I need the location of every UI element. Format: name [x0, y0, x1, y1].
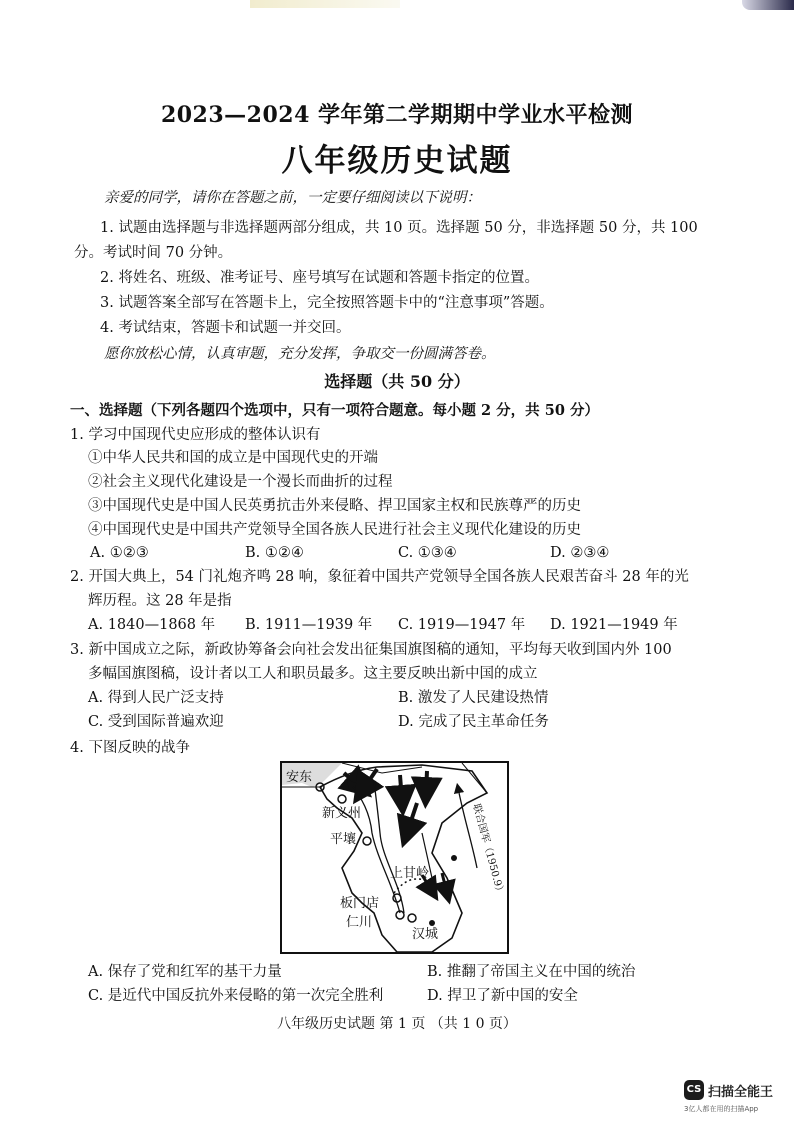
map-city-panmunjom — [393, 894, 401, 902]
q4-stem: 4. 下图反映的战争 — [70, 740, 190, 756]
section-intro: 一、选择题（下列各题四个选项中，只有一项符合题意。每小题 2 分，共 50 分） — [70, 402, 599, 419]
map-label-un-forces: 联合国军（1950.9） — [470, 802, 506, 898]
map-label-sinuiju: 新义州 — [322, 806, 362, 821]
map-dot-2 — [451, 855, 457, 861]
q1-statement-4: ④中国现代史是中国共产党领导全国各族人民进行社会主义现代化建设的历史 — [88, 522, 581, 538]
q2-option-d: D. 1921—1949 年 — [550, 617, 678, 633]
map-label-andong: 安东 — [286, 770, 313, 785]
instruction-item-2: 2. 将姓名、班级、准考证号、座号填写在试题和答题卡指定的位置。 — [100, 270, 539, 286]
q1-option-b: B. ①②④ — [245, 545, 304, 561]
q3-option-b: B. 激发了人民建设热情 — [398, 690, 549, 706]
q4-option-b: B. 推翻了帝国主义在中国的统治 — [427, 964, 636, 980]
q2-option-a: A. 1840—1868 年 — [88, 617, 216, 633]
watermark-app-name: 扫描全能王 — [708, 1085, 774, 1100]
q3-stem-line-1: 3. 新中国成立之际，新政协筹备会向社会发出征集国旗图稿的通知，平均每天收到国内外 100 — [70, 642, 672, 658]
q1-option-a: A. ①②③ — [90, 545, 149, 561]
scanner-watermark — [684, 1080, 789, 1116]
korean-war-map — [280, 761, 509, 954]
q4-option-c: C. 是近代中国反抗外来侵略的第一次完全胜利 — [88, 988, 384, 1004]
page-footer: 八年级历史试题 第 1 页 （共 1 0 页） — [277, 1016, 517, 1032]
map-label-seoul: 汉城 — [412, 927, 439, 942]
q2-stem-line-1: 2. 开国大典上，54 门礼炮齐鸣 28 响，象征着中国共产党领导全国各族人民艰苦奋斗 28 年的光 — [70, 569, 689, 585]
map-label-shangganling: 上甘岭 — [390, 866, 430, 881]
instruction-item-1-cont: 分。考试时间 70 分钟。 — [74, 245, 233, 261]
q2-option-b: B. 1911—1939 年 — [245, 617, 373, 633]
instruction-item-4: 4. 考试结束，答题卡和试题一并交回。 — [100, 320, 351, 336]
scan-corner-mark — [742, 0, 794, 10]
map-label-panmunjom: 板门店 — [340, 896, 380, 911]
q3-option-a: A. 得到人民广泛支持 — [88, 690, 224, 706]
map-dot — [429, 920, 435, 926]
q1-option-d: D. ②③④ — [550, 545, 610, 561]
camscanner-logo-icon: CS — [684, 1080, 704, 1100]
map-city-seoul — [408, 914, 416, 922]
instruction-item-1: 1. 试题由选择题与非选择题两部分组成，共 10 页。选择题 50 分，非选择题 50 分，共 100 — [100, 220, 698, 236]
map-drawing — [282, 763, 507, 952]
q2-option-c: C. 1919—1947 年 — [398, 617, 526, 633]
q3-option-c: C. 受到国际普遍欢迎 — [88, 714, 224, 730]
instructions-greeting: 亲爱的同学，请你在答题之前，一定要仔细阅读以下说明： — [104, 190, 481, 206]
section-heading: 选择题（共 50 分） — [324, 372, 470, 391]
instruction-item-3: 3. 试题答案全部写在答题卡上，完全按照答题卡中的“注意事项”答题。 — [100, 295, 554, 311]
map-arrow-un-west — [350, 783, 400, 913]
map-arrow-volunteer-5 — [407, 803, 417, 833]
map-arrow-un-west-2 — [374, 781, 404, 913]
q2-stem-line-2: 辉历程。这 28 年是指 — [88, 593, 232, 609]
map-city-sinuiju — [338, 795, 346, 803]
q4-option-d: D. 捍卫了新中国的安全 — [427, 988, 578, 1004]
q3-stem-line-2: 多幅国旗图稿，设计者以工人和职员最多。这主要反映出新中国的成立 — [88, 666, 538, 682]
instructions-closing: 愿你放松心情，认真审题，充分发挥，争取交一份圆满答卷。 — [104, 346, 496, 362]
map-arrow-volunteer-3 — [400, 775, 402, 801]
exam-title: 2023—2024 学年第二学期期中学业水平检测 — [160, 102, 634, 128]
map-city-pyongyang — [363, 837, 371, 845]
q1-statement-1: ①中华人民共和国的成立是中国现代史的开端 — [88, 450, 378, 466]
map-label-incheon: 仁川 — [346, 915, 373, 930]
q1-statement-3: ③中国现代史是中国人民英勇抗击外来侵略、捍卫国家主权和民族尊严的历史 — [88, 498, 581, 514]
q3-option-d: D. 完成了民主革命任务 — [398, 714, 549, 730]
q1-stem: 1. 学习中国现代史应形成的整体认识有 — [70, 427, 321, 443]
map-label-pyongyang: 平壤 — [330, 832, 357, 847]
map-arrow-volunteer-4 — [426, 771, 427, 793]
scan-smudge — [250, 0, 400, 8]
exam-subtitle: 八年级历史试题 — [281, 143, 513, 179]
q1-option-c: C. ①③④ — [398, 545, 457, 561]
watermark-tagline: 3亿人都在用的扫描App — [684, 1105, 759, 1113]
q1-statement-2: ②社会主义现代化建设是一个漫长而曲折的过程 — [88, 474, 393, 490]
q4-option-a: A. 保存了党和红军的基干力量 — [88, 964, 282, 980]
